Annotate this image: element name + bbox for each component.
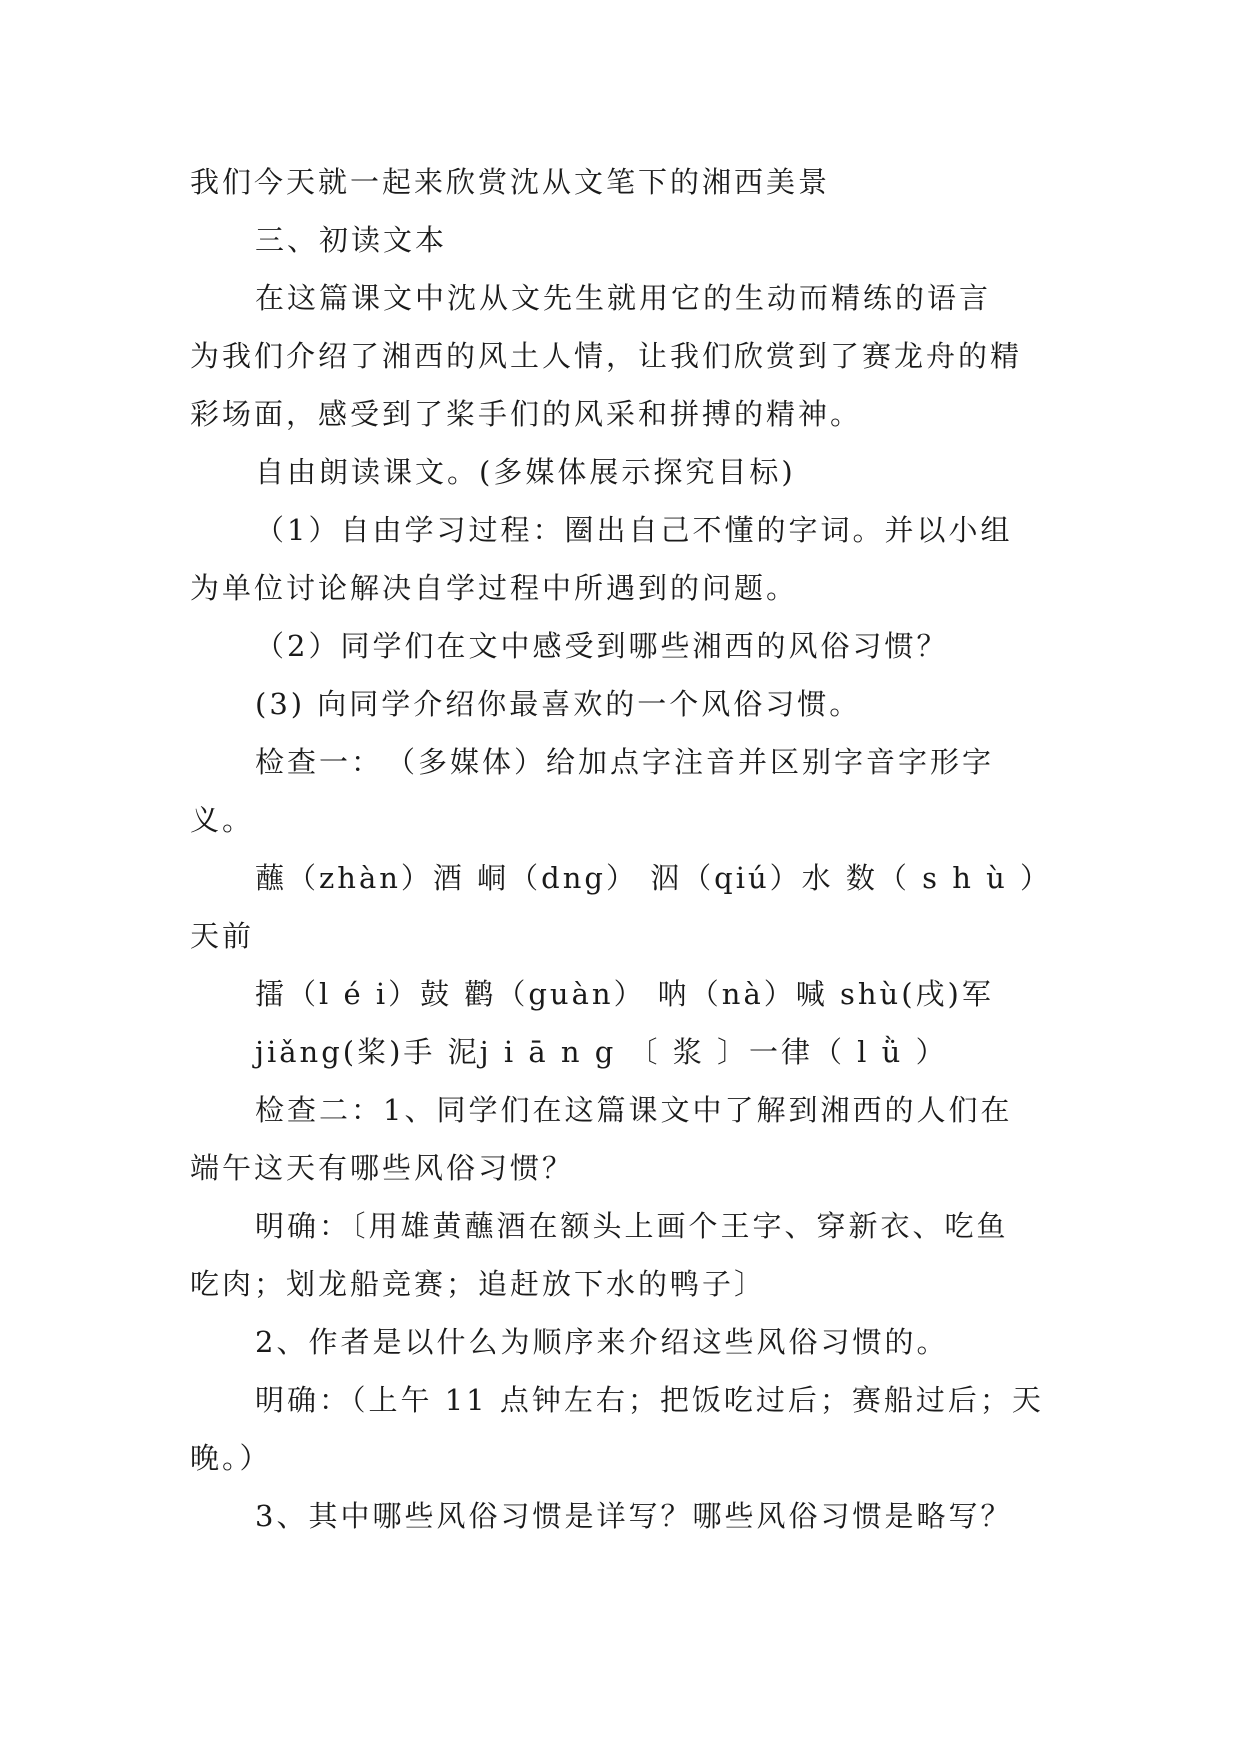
text-line: 3、其中哪些风俗习惯是详写？哪些风俗习惯是略写？ xyxy=(255,1499,1013,1533)
text-line: （1）自由学习过程：圈出自己不懂的字词。并以小组 xyxy=(255,513,1013,547)
text-line: 吃肉；划龙船竞赛；追赶放下水的鸭子〕 xyxy=(190,1267,767,1301)
text-line: 在这篇课文中沈从文先生就用它的生动而精练的语言 xyxy=(255,281,992,315)
text-line: 自由朗读课文。(多媒体展示探究目标) xyxy=(255,455,796,489)
text-line: 2、作者是以什么为顺序来介绍这些风俗习惯的。 xyxy=(255,1325,949,1359)
text-line: 蘸（zhàn）酒 峒（dng） 泅（qiú）水 数（ s h ù ） xyxy=(255,861,1053,895)
text-line: 天前 xyxy=(190,919,255,953)
text-line: (3) 向同学介绍你最喜欢的一个风俗习惯。 xyxy=(255,687,862,721)
section-heading: 三、初读文本 xyxy=(255,223,448,257)
text-line: 为单位讨论解决自学过程中所遇到的问题。 xyxy=(190,571,799,605)
text-line: 明确：〔用雄黄蘸酒在额头上画个王字、穿新衣、吃鱼 xyxy=(255,1209,1009,1243)
text-line: 义。 xyxy=(190,803,255,837)
text-line: 我们今天就一起来欣赏沈从文笔下的湘西美景 xyxy=(190,165,831,199)
text-line: （2）同学们在文中感受到哪些湘西的风俗习惯？ xyxy=(255,629,949,663)
text-line: 检查一： （多媒体）给加点字注音并区别字音字形字 xyxy=(255,745,995,779)
text-line: 彩场面，感受到了桨手们的风采和拼搏的精神。 xyxy=(190,397,863,431)
text-line: 检查二：1、同学们在这篇课文中了解到湘西的人们在 xyxy=(255,1093,1013,1127)
text-line: 擂（l é i）鼓 鹳（guàn） 呐（nà）喊 shù(戌)军 xyxy=(255,977,994,1011)
text-line: jiǎng(桨)手 泥j i ā n g 〔 浆 〕一律（ l ǜ ） xyxy=(255,1035,948,1069)
text-line: 为我们介绍了湘西的风土人情，让我们欣赏到了赛龙舟的精 xyxy=(190,339,1023,373)
text-line: 端午这天有哪些风俗习惯？ xyxy=(190,1151,575,1185)
text-line: 明确：（上午 11 点钟左右；把饭吃过后；赛船过后；天 xyxy=(255,1383,1044,1417)
text-line: 晚。） xyxy=(190,1441,272,1475)
